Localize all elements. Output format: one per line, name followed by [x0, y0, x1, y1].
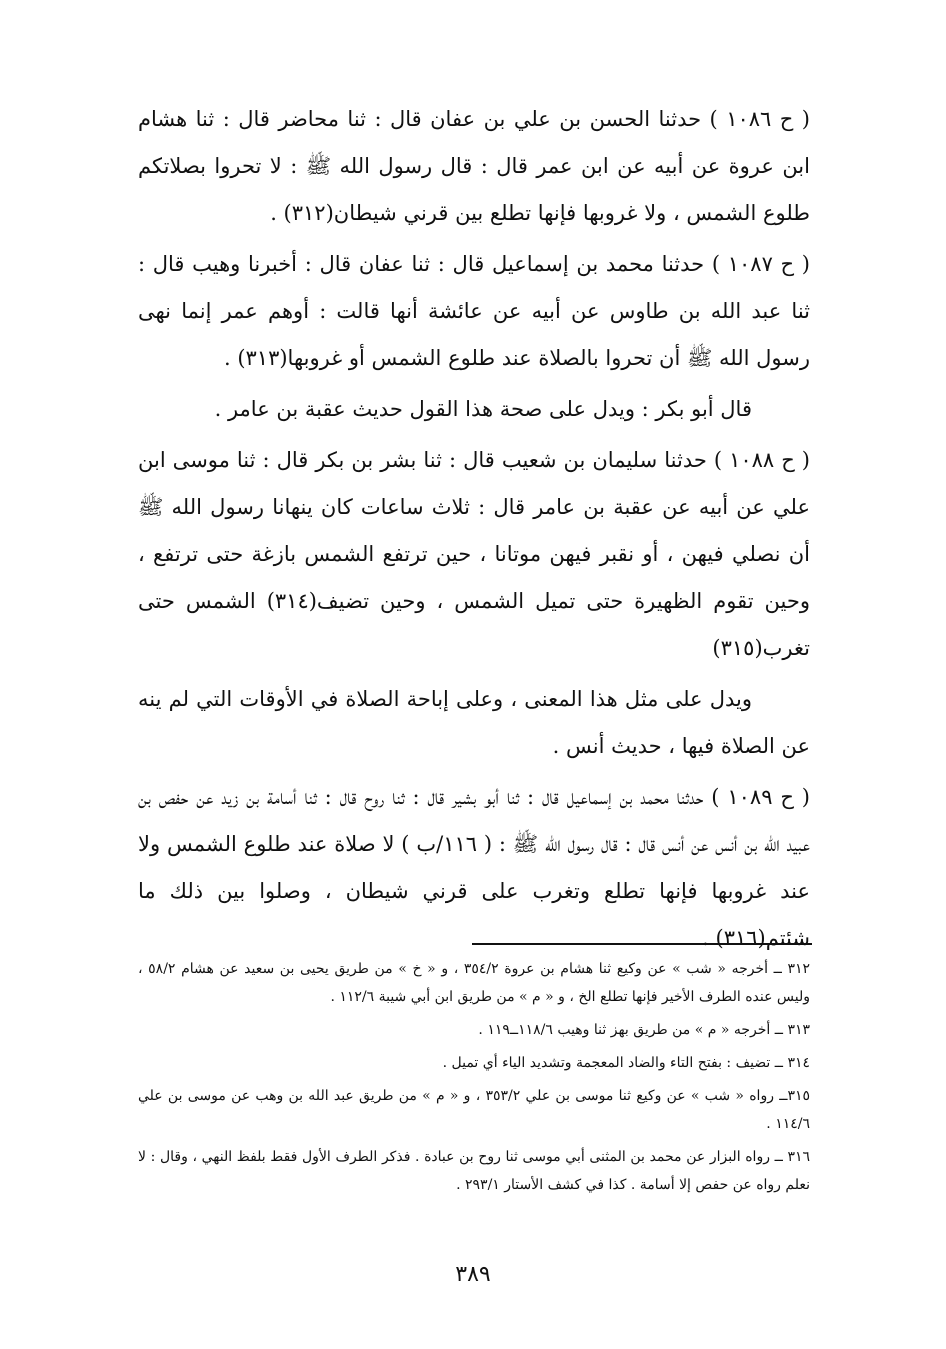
main-text [138, 96, 810, 966]
page-number: ٣٨٩ [455, 1262, 491, 1287]
hadith-1087: ( ح ١٠٨٧ ) حدثنا محمد بن إسماعيل قال : ثنا عفان قال : أخبرنا وهيب قال : ثنا عبد الله بن طاوس عن أبيه عن عائشة أنها قالت : أوهم عمر إنما نهى رسول الله ﷺ أن تحروا بالصلاة عند طلوع الشمس أو غروبها(٣١٣) . [138, 252, 810, 370]
footnote-312: ٣١٢ ــ أخرجه « شب » عن وكيع ثنا هشام بن عروة ٣٥٤/٢ ، و « خ » من طريق يحيى بن سعيد عن هشام ٥٨/٢ ، وليس عنده الطرف الأخير فإنها تطلع الخ ، و « م » من طريق ابن أبي شيبة ١١٢/٦ . [138, 961, 811, 1005]
footnote-314: ٣١٤ ــ تضيف : بفتح التاء والضاد المعجمة وتشديد الياء أي تميل . [442, 1055, 810, 1071]
hadith-1088: ( ح ١٠٨٨ ) حدثنا سليمان بن شعيب قال : ثنا بشر بن بكر قال : ثنا موسى ابن علي عن أبيه عن عقبة بن عامر قال : ثلاث ساعات كان ينهانا رسول الله ﷺ أن نصلي فيهن ، أو نقبر فيهن موتانا ، حين ترتفع الشمس بازغة حتى ترتفع ، وحين تقوم الظهيرة حتى تميل الشمس ، وحين تضيف(٣١٤) الشمس حتى تغرب(٣١٥) [138, 448, 810, 660]
commentary-anas: ويدل على مثل هذا المعنى ، وعلى إباحة الصلاة في الأوقات التي لم ينه عن الصلاة فيها ، حديث أنس . [138, 687, 810, 758]
commentary-abu-bakr: قال أبو بكر : ويدل على صحة هذا القول حديث عقبة بن عامر . [214, 397, 752, 421]
footnote-315: ٣١٥ــ رواه « شب » عن وكيع ثنا موسى بن علي ٣٥٣/٢ ، و « م » من طريق عبد الله بن وهب عن موسى بن علي ١١٤/٦ . [138, 1088, 810, 1132]
footnote-316: ٣١٦ ــ رواه البزار عن محمد بن المثنى أبي موسى ثنا روح بن عبادة . فذكر الطرف الأول فقط بلفظ النهي ، وقال : لا نعلم رواه عن حفص إلا أسامة . كذا في كشف الأستار ٢٩٣/١ . [138, 1149, 810, 1193]
footnote-divider [472, 943, 812, 945]
hadith-1086: ( ح ١٠٨٦ ) حدثنا الحسن بن علي بن عفان قال : ثنا محاضر قال : ثنا هشام ابن عروة عن أبيه عن ابن عمر قال : قال رسول الله ﷺ : لا تحروا بصلاتكم طلوع الشمس ، ولا غروبها فإنها تطلع بين قرني شيطان(٣١٢) . [138, 107, 810, 225]
footnote-313: ٣١٣ ــ أخرجه « م » من طريق بهز ثنا وهيب ١١٨/٦ــ١١٩ . [478, 1022, 810, 1038]
footnotes [138, 955, 810, 1204]
hadith-1089: ( ح ١٠٨٩ ) حدثنا محمد بن إسماعيل قال : ثنا أبو بشير قال : ثنا روح قال : ثنا أسامة بن زيد عن حفص بن عبيد الله بن أنس عن أنس قال : قال رسول الله ﷺ : ( ١١٦/ب ) لا صلاة عند طلوع الشمس ولا عند غروبها فإنها تطلع وتغرب على قرني شيطان ، وصلوا بين ذلك ما شئتم(٣١٦) . [138, 785, 811, 950]
